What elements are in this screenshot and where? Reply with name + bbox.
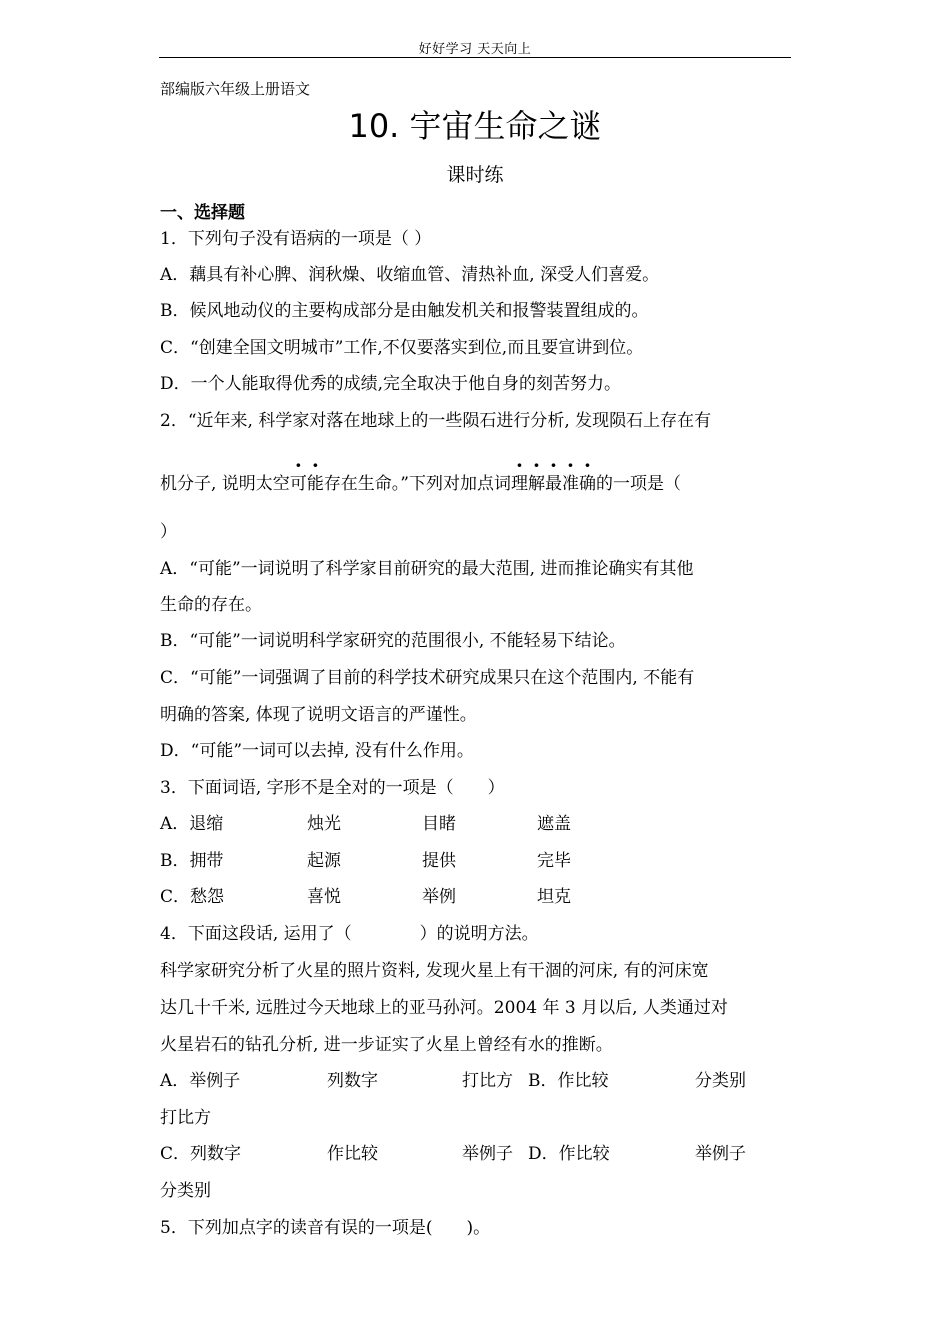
q3-option-b [160, 850, 720, 874]
q3-stem: 3．下面词语, 字形不是全对的一项是（ ） [160, 778, 505, 798]
q4-options-row1 [160, 1070, 790, 1094]
q3-a-word4: 遮盖 [537, 814, 571, 834]
q3-c-word4: 坦克 [537, 887, 571, 907]
q2-option-c-line2: 明确的答案, 体现了说明文语言的严谨性。 [160, 705, 477, 725]
q1-option-c: C．“创建全国文明城市”工作,不仅要落实到位,而且要宣讲到位。 [160, 338, 644, 358]
q4-passage-line3: 火星岩石的钻孔分析, 进一步证实了火星上曾经有水的推断。 [160, 1035, 613, 1055]
q4-a-item1: A．举例子 [160, 1071, 241, 1091]
q4-d-item2: 举例子 [695, 1144, 746, 1164]
q4-b-item3: 打比方 [160, 1108, 211, 1128]
q1-option-a: A．藕具有补心脾、润秋燥、收缩血管、清热补血, 深受人们喜爱。 [160, 265, 660, 285]
q1-option-d: D．一个人能取得优秀的成绩,完全取决于他自身的刻苦努力。 [160, 374, 622, 394]
q3-b-word3: 提供 [422, 851, 456, 871]
q2-stem-line3: ） [160, 522, 177, 542]
q3-option-a [160, 813, 720, 837]
q2-option-d: D．“可能”一词可以去掉, 没有什么作用。 [160, 741, 474, 761]
q4-c-item1: C．列数字 [160, 1144, 242, 1164]
q2-dotted-word-1: 可能 [289, 474, 324, 494]
q3-a-word3: 目睹 [422, 814, 456, 834]
lesson-title: 10. 宇宙生命之谜 [348, 107, 602, 145]
q3-c-word2: 喜悦 [307, 887, 341, 907]
q4-stem: 4．下面这段话, 运用了（ ）的说明方法。 [160, 924, 539, 944]
q3-c-word1: C．愁怨 [160, 887, 225, 907]
q3-option-c [160, 886, 720, 910]
q4-d-item3: 分类别 [160, 1181, 211, 1201]
q4-options-row2 [160, 1143, 790, 1167]
q3-b-word4: 完毕 [537, 851, 571, 871]
q4-passage-line2: 达几十千米, 远胜过今天地球上的亚马孙河。2004 年 3 月以后, 人类通过对 [160, 998, 728, 1018]
lesson-subtitle: 课时练 [446, 164, 504, 186]
q2-option-a-line2: 生命的存在。 [160, 595, 262, 615]
q2-option-a-line1: A．“可能”一词说明了科学家目前研究的最大范围, 进而推论确实有其他 [160, 559, 694, 579]
q4-passage-line1: 科学家研究分析了火星的照片资料, 发现火星上有干涸的河床, 有的河床宽 [160, 961, 709, 981]
q2-text-c: 的一项是（ [596, 474, 682, 494]
subject-label: 部编版六年级上册语文 [160, 80, 311, 98]
page-header: 好好学习 天天向上 [418, 42, 532, 57]
q2-option-b: B．“可能”一词说明科学家研究的范围很小, 不能轻易下结论。 [160, 631, 626, 651]
q5-stem: 5．下列加点字的读音有误的一项是( )。 [160, 1218, 491, 1238]
q1-option-b: B．候风地动仪的主要构成部分是由触发机关和报警装置组成的。 [160, 301, 649, 321]
section-heading: 一、选择题 [160, 203, 245, 223]
q4-b-item2: 分类别 [695, 1071, 746, 1091]
q4-a-item3: 打比方 [462, 1071, 513, 1091]
q3-c-word3: 举例 [422, 887, 456, 907]
q2-text-b: 存在生命。”下列对加点词 [323, 474, 512, 494]
q4-c-item2: 作比较 [327, 1144, 378, 1164]
q3-a-word1: A．退缩 [160, 814, 224, 834]
header-rule [159, 57, 791, 58]
q4-b-item1: B．作比较 [528, 1071, 609, 1091]
q2-stem-line2 [160, 473, 681, 495]
q2-option-c-line1: C．“可能”一词强调了目前的科学技术研究成果只在这个范围内, 不能有 [160, 668, 695, 688]
q4-d-item1: D．作比较 [528, 1144, 610, 1164]
q3-b-word1: B．拥带 [160, 851, 224, 871]
q4-a-item2: 列数字 [327, 1071, 378, 1091]
q1-stem: 1．下列句子没有语病的一项是（ ） [160, 229, 432, 249]
q2-dotted-word-2: 理解最准确 [511, 474, 597, 494]
q4-c-item3: 举例子 [462, 1144, 513, 1164]
q2-stem-line1: 2．“近年来, 科学家对落在地球上的一些陨石进行分析, 发现陨石上存在有 [160, 411, 712, 431]
q2-text-a: 机分子, 说明太空 [160, 474, 290, 494]
q3-a-word2: 烛光 [307, 814, 341, 834]
q3-b-word2: 起源 [307, 851, 341, 871]
